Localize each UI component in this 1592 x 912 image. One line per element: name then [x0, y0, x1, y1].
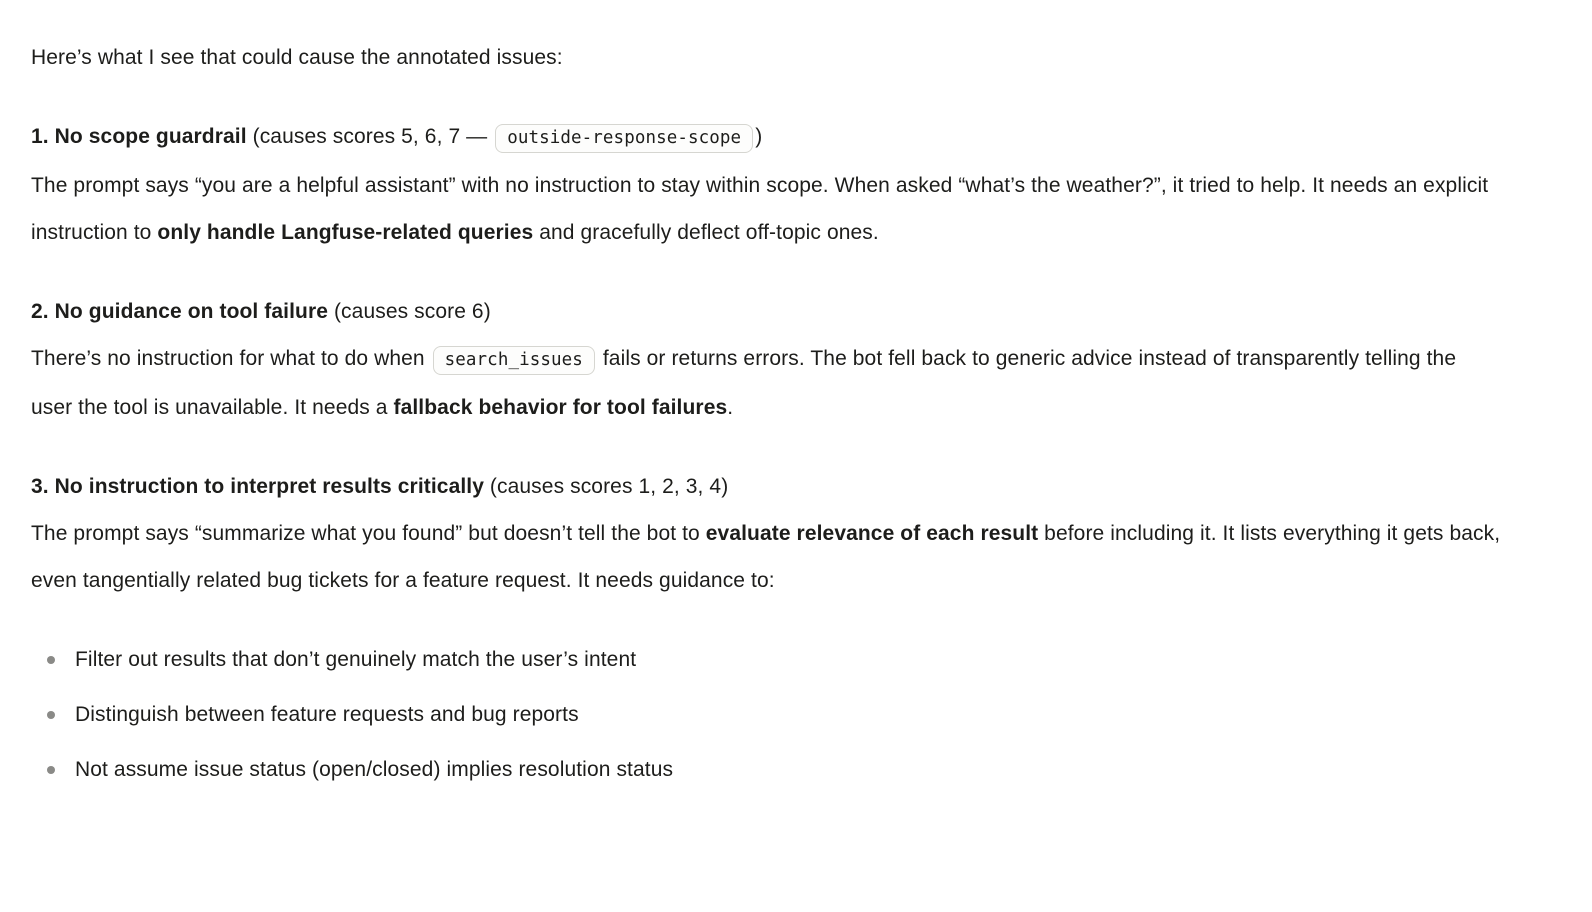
text-segment: fallback behavior for tool failures [393, 396, 728, 419]
list-item [31, 636, 1502, 683]
bullet-icon [47, 766, 55, 774]
text-segment: ) [755, 125, 763, 148]
list-item-text: Not assume issue status (open/closed) implies resolution status [75, 758, 674, 781]
list-item [31, 746, 1502, 793]
text-segment: (causes scores 5, 6, 7 — [246, 125, 494, 148]
text-segment: and gracefully deflect off-topic ones. [533, 221, 879, 244]
text-segment: The prompt says “summarize what you found” but doesn’t tell the bot to [31, 522, 706, 545]
inline-code: outside-response-scope [495, 124, 753, 153]
text-segment: The prompt says “you are a helpful assistant” with no instruction to stay within scope. When asked “what’s the weather?”, it tried to help. It needs an explicit instruction to [31, 174, 1489, 244]
bullet-icon [47, 711, 55, 719]
issue-section-tool-failure [31, 288, 1502, 431]
issue-3-body [31, 510, 1502, 604]
text-segment: . [727, 396, 734, 419]
issue-section-interpret-results [31, 463, 1502, 604]
text-segment: 1. No scope guardrail [31, 125, 247, 148]
bullet-icon [47, 656, 55, 664]
text-segment: evaluate relevance of each result [705, 522, 1039, 545]
text-segment: before including it. It lists everything it gets back, even tangentially related bug tickets for a feature request. It needs guidance to: [31, 522, 1501, 592]
text-segment: only handle Langfuse-related queries [157, 221, 534, 244]
text-segment: (causes score 6) [328, 300, 491, 323]
text-segment: There’s no instruction for what to do when [31, 347, 431, 370]
issue-2-heading [31, 288, 1502, 335]
text-segment: 3. No instruction to interpret results critically [31, 475, 484, 498]
issue-2-body [31, 335, 1502, 431]
intro-paragraph [31, 34, 1502, 81]
inline-code: search_issues [433, 346, 595, 375]
issue-section-scope-guardrail [31, 113, 1502, 256]
issue-1-body [31, 162, 1502, 256]
issue-3-heading [31, 463, 1502, 510]
text-segment: (causes scores 1, 2, 3, 4) [484, 475, 729, 498]
text-segment: fails or returns errors. The bot fell back to generic advice instead of transparently telling the user the tool is unavailable. It needs a [31, 347, 1457, 419]
text-segment: Here’s what I see that could cause the annotated issues: [31, 46, 563, 69]
guidance-list [31, 636, 1502, 793]
list-item-text: Distinguish between feature requests and bug reports [75, 703, 579, 726]
text-segment: 2. No guidance on tool failure [31, 300, 329, 323]
issue-1-heading [31, 113, 1502, 162]
list-item-text: Filter out results that don’t genuinely match the user’s intent [75, 648, 637, 671]
list-item [31, 691, 1502, 738]
